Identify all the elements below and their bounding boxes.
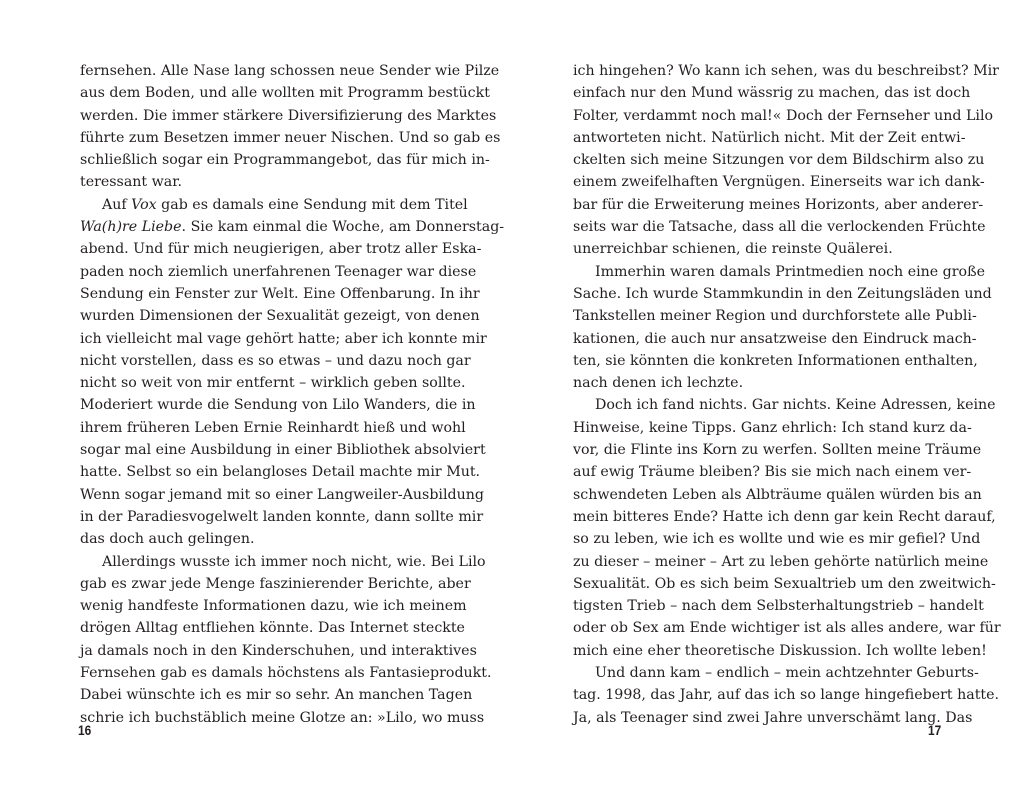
text-line: ten, sie könnten die konkreten Informationen enthalten, <box>573 352 978 369</box>
text-line: abend. Und für mich neugierigen, aber trotz aller Eska- <box>80 241 482 258</box>
text-line: nicht so weit von mir entfernt – wirklich geben sollte. <box>80 375 466 392</box>
text-line: paden noch ziemlich unerfahrenen Teenager war diese <box>80 263 477 280</box>
text-line: Wenn sogar jemand mit so einer Langweiler-Ausbildung <box>80 486 484 503</box>
italic-title: Wa(h)re Liebe <box>80 219 182 236</box>
italic-title: Vox <box>131 196 157 213</box>
text-line: bar für die Erweiterung meines Horizonts, aber anderer- <box>573 196 984 213</box>
text-line: wenig handfeste Informationen dazu, wie ich meinem <box>80 598 467 615</box>
text-line: Dabei wünschte ich es mir so sehr. An manchen Tagen <box>80 687 473 704</box>
text-line: Immerhin waren damals Printmedien noch eine große <box>595 263 985 280</box>
text-line: zu dieser – meiner – Art zu leben gehörte natürlich meine <box>573 553 989 570</box>
text-line: Allerdings wusste ich immer noch nicht, wie. Bei Lilo <box>102 553 486 570</box>
text-line: Hinweise, keine Tipps. Ganz ehrlich: Ich stand kurz da- <box>573 419 972 436</box>
text-line: einfach nur den Mund wässrig zu machen, das ist doch <box>573 85 971 102</box>
text-line: teressant war. <box>80 174 182 191</box>
text-line: gab es zwar jede Menge faszinierender Berichte, aber <box>80 575 471 592</box>
text-line: Fernsehen gab es damals höchstens als Fantasieprodukt. <box>80 665 492 682</box>
page-number-left: 16 <box>78 722 92 738</box>
text-line: fernsehen. Alle Nase lang schossen neue Sender wie Pilze <box>80 63 500 79</box>
text-line: Doch ich fand nichts. Gar nichts. Keine Adressen, keine <box>595 397 996 414</box>
text-line: auf ewig Träume bleiben? Bis sie mich nach einem ver- <box>573 464 972 481</box>
text-line: werden. Die immer stärkere Diversifizierung des Marktes <box>80 107 497 124</box>
text-line: hatte. Selbst so ein belangloses Detail machte mir Mut. <box>80 464 481 481</box>
left-page-text <box>80 60 505 729</box>
text-line: Und dann kam – endlich – mein achtzehnter Geburts- <box>595 665 979 682</box>
text-line: unerreichbar schienen, die reinste Quälerei. <box>573 241 893 258</box>
text-line: führte zum Besetzen immer neuer Nischen. Und so gab es <box>80 129 501 146</box>
text-line: tag. 1998, das Jahr, auf das ich so lange hingefiebert hatte. <box>573 687 1000 704</box>
text-line: wurden Dimensionen der Sexualität gezeigt, von denen <box>80 308 480 325</box>
text-line: antworteten nicht. Natürlich nicht. Mit der Zeit entwi- <box>573 129 966 146</box>
text-segment: . Sie kam einmal die Woche, am Donnerstag- <box>181 219 505 236</box>
text-line <box>80 194 468 216</box>
text-line: tigsten Trieb – nach dem Selbsterhaltungstrieb – handelt <box>573 598 984 615</box>
text-line: nicht vorstellen, dass es so etwas – und dazu noch gar <box>80 352 471 369</box>
text-line: Sexualität. Ob es sich beim Sexualtrieb um den zweitwich- <box>573 575 996 592</box>
text-line: kationen, die auch nur ansatzweise den Eindruck mach- <box>573 330 977 347</box>
text-line: nach denen ich lechzte. <box>573 375 744 392</box>
text-line: drögen Alltag entfliehen könnte. Das Internet steckte <box>80 620 465 637</box>
text-line: so zu leben, wie ich es wollte und wie es mir gefiel? Und <box>573 531 981 548</box>
text-line: ihrem früheren Leben Ernie Reinhardt hieß und wohl <box>80 419 466 436</box>
text-line: ich vielleicht mal vage gehört hatte; aber ich konnte mir <box>80 330 487 347</box>
text-line: aus dem Boden, und alle wollten mit Programm bestückt <box>80 85 490 102</box>
text-line: das doch auch gelingen. <box>80 531 255 548</box>
text-line: in der Paradiesvogelwelt landen konnte, dann sollte mir <box>80 508 484 525</box>
text-line: ich hingehen? Wo kann ich sehen, was du beschreibst? Mir <box>573 63 999 79</box>
text-line: schwendeten Leben als Albträume quälen würden bis an <box>573 486 982 503</box>
text-line: ckelten sich meine Sitzungen vor dem Bildschirm also zu <box>573 152 985 169</box>
text-line: mein bitteres Ende? Hatte ich denn gar kein Recht darauf, <box>573 508 996 525</box>
text-line: schrie ich buchstäblich meine Glotze an: »Lilo, wo muss <box>80 709 485 726</box>
text-line: einem zweifelhaften Vergnügen. Einerseits war ich dank- <box>573 174 985 191</box>
text-line: Ja, als Teenager sind zwei Jahre unverschämt lang. Das <box>573 709 973 726</box>
text-segment: gab es damals eine Sendung mit dem Titel <box>156 196 468 213</box>
text-line: ja damals noch in den Kinderschuhen, und interaktives <box>80 642 477 659</box>
text-line <box>80 216 505 238</box>
text-line: Sendung ein Fenster zur Welt. Eine Offenbarung. In ihr <box>80 285 480 302</box>
text-line: oder ob Sex am Ende wichtiger ist als alles andere, war für <box>573 620 1001 637</box>
text-line: Folter, verdammt noch mal!« Doch der Fernseher und Lilo <box>573 107 994 124</box>
text-line: mich eine eher theoretische Diskussion. Ich wollte leben! <box>573 642 987 659</box>
text-line: schließlich sogar ein Programmangebot, das für mich in- <box>80 152 490 169</box>
text-line: Moderiert wurde die Sendung von Lilo Wanders, die in <box>80 397 476 414</box>
text-line: vor, die Flinte ins Korn zu werfen. Sollten meine Träume <box>573 442 982 459</box>
page-number-right: 17 <box>928 722 942 738</box>
text-line: seits war die Tatsache, dass all die verlockenden Früchte <box>573 219 986 236</box>
right-page-text <box>573 60 1001 729</box>
text-line: Tankstellen meiner Region und durchforstete alle Publi- <box>573 308 977 325</box>
text-line: Sache. Ich wurde Stammkundin in den Zeitungsläden und <box>573 285 992 302</box>
text-segment: Auf <box>102 196 132 213</box>
text-line: sogar mal eine Ausbildung in einer Bibliothek absolviert <box>80 442 486 459</box>
